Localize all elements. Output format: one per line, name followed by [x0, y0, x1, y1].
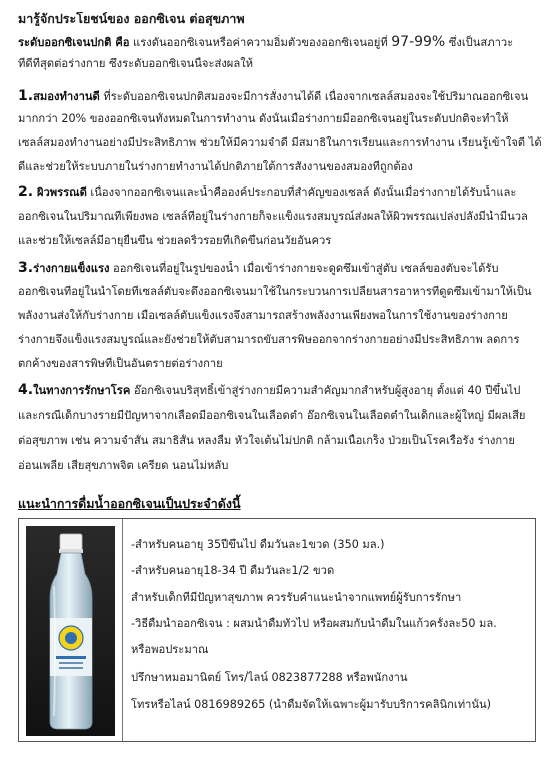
- section-2-heading: ผิวพรรณดี: [33, 186, 87, 199]
- section-2-text: เนื่องจากออกซิเจนและน้ำคือองค์ประกอบที่สำคัญของเซลล์ ดังนั้นเมื่อร่างกายได้รับน้ำและ: [86, 186, 517, 199]
- water-bottle-icon: [26, 526, 115, 736]
- section-3-line-2: ออกซิเจนที่อยู่ในน้ำโดยที่เซลล์ตับจะดึงออกซิเจนมาใช้ในกระบวนการเปลี่ยนสารอาหารที่ดูดซึมเข้ามาให้เป็น: [18, 285, 532, 298]
- section-3-line-4: ร่างกายจึงแข็งแรงสมบูรณ์และยังช่วยให้ตับสามารถขับสารพิษออกจากร่างกายอย่างมีประสิทธิภาพ ลดการ: [18, 333, 520, 346]
- page-title: มารู้จักประโยชน์ของ ออกซิเจน ต่อสุขภาพ: [18, 12, 245, 26]
- section-1-line-2: มากกว่า 20% ของออกซิเจนทั้งหมดในการทำงาน ดังนั้นเมื่อร่างกายมีออกซิเจนอยู่ในระดับปกติจะทำให้: [18, 112, 509, 125]
- recommend-line-1: -สำหรับคนอายุ 35ปีขึ้นไป ดื่มวันละ1ขวด (350 มล.): [131, 538, 385, 551]
- section-4-line-1: [18, 383, 543, 398]
- intro-text: แรงดันออกซิเจนหรือค่าความอิ่มตัวของออกซิเจนอยู่ที่: [129, 36, 392, 49]
- section-2-line-3: และช่วยให้เซลล์มีอายุยืนขึ้น ช่วยลดริ้วรอยที่เกิดขึ้นก่อนวัยอันควร: [18, 234, 332, 247]
- section-1-line-1: [18, 89, 543, 104]
- section-4-line-4: อ่อนเพลีย เสียสุขภาพจิต เครียด นอนไม่หลับ: [18, 459, 229, 472]
- intro-line-2: ที่ดีที่สุดต่อร่างกาย ซึ่งระดับออกซิเจนนี้จะส่งผลให้: [18, 57, 254, 70]
- section-2-line-1: [18, 185, 543, 200]
- recommend-line-6: ปรึกษาหมอมานิตย์ โทร/ไลน์ 0823877288 หรือพนักงาน: [131, 671, 408, 684]
- recommend-line-7: โทรหรือไลน์ 0816989265 (น้ำดื่มจัดให้เฉพาะผู้มารับบริการคลินิกเท่านั้น): [131, 698, 492, 711]
- section-3-number: 3.: [18, 261, 34, 276]
- section-1-number: 1.: [18, 89, 34, 104]
- section-4-line-2: และกรณีเด็กบางรายมีปัญหาจากเลือดมีออกซิเจนในเลือดต่ำ อ๊อกซิเจนในเลือดต่ำในเด็กและผู้ใหญ่ มีผลเสีย: [18, 409, 526, 422]
- section-4-text: อ๊อกซิเจนบริสุทธิ์เข้าสู่ร่างกายมีความสำคัญมากสำหรับผู้สูงอายุ ตั้งแต่ 40 ปีขึ้นไป: [130, 384, 521, 397]
- recommend-box: [18, 518, 536, 742]
- recommend-heading: แนะนำการดื่มน้ำออกซิเจนเป็นประจำดังนี้: [18, 496, 241, 511]
- section-4-line-3: ต่อสุขภาพ เช่น ความจำสั้น สมาธิสั้น หลงลืม หัวใจเต้นไม่ปกติ กล้ามเนื้อเกร็ง ป่วยเป็นโรคเรื้อรัง ร่างกาย: [18, 434, 515, 447]
- recommend-line-2: -สำหรับคนอายุ18-34 ปี ดื่มวันละ1/2 ขวด: [131, 564, 335, 577]
- section-2-number: 2.: [18, 185, 34, 200]
- section-4-number: 4.: [18, 383, 34, 398]
- section-3-line-1: [18, 261, 543, 276]
- section-1-line-4: ดีและช่วยให้ระบบภายในร่างกายทำงานได้ปกติภายใต้การสั่งงานของสมองที่ถูกต้อง: [18, 160, 413, 173]
- intro-lead: ระดับออกซิเจนปกติ คือ: [18, 36, 130, 49]
- section-1-line-3: เซลล์สมองทำงานอย่างมีประสิทธิภาพ ช่วยให้มีความจำดี มีสมาธิในการเรียนและการทำงาน เรียนรู้เข้าใจดี ได้: [18, 136, 542, 149]
- intro-line-1: [18, 35, 543, 50]
- intro-range: 97-99%: [391, 35, 446, 50]
- section-3-line-5: ตกค้างของสารพิษที่เป็นอันตรายต่อร่างกาย: [18, 357, 223, 370]
- box-divider: [122, 519, 123, 741]
- section-2-line-2: ออกซิเจนในปริมาณที่เพียงพอ เซลล์ที่อยู่ในร่างกายก็จะแข็งแรงสมบูรณ์ส่งผลให้ผิวพรรณเปล่งปลั่งมีน้ำมีนวล: [18, 210, 528, 223]
- section-3-heading: ร่างกายแข็งแรง: [33, 262, 110, 275]
- section-4-heading: ในทางการรักษาโรค: [33, 384, 131, 397]
- recommend-line-4: -วิธีดื่มน้ำออกซิเจน : ผสมน้ำดื่มทั่วไป หรือผสมกับน้ำดื่มในแก้วครั้งละ50 มล.: [131, 617, 497, 630]
- oxygen-bottle-photo: [26, 526, 115, 736]
- recommend-line-3: สำหรับเด็กที่มีปัญหาสุขภาพ ควรรับคำแนะนำจากแพทย์ผู้รับการรักษา: [131, 591, 462, 604]
- intro-after: ซึ่งเป็นสภาวะ: [445, 36, 514, 49]
- recommend-line-5: หรือพอประมาณ: [131, 643, 209, 656]
- section-3-text: ออกซิเจนที่อยู่ในรูปของน้ำ เมื่อเข้าร่างกายจะดูดซึมเข้าสู่ตับ เซลล์ของตับจะได้รับ: [109, 262, 499, 275]
- section-1-text: ที่ระดับออกซิเจนปกติสมองจะมีการสั่งงานได้ดี เนื่องจากเซลล์สมองจะใช้ปริมาณออกซิเจน: [99, 90, 529, 103]
- section-3-line-3: พลังงานส่งให้กับร่างกาย เมื่อเซลล์ตับแข็งแรงจึงสามารถสร้างพลังงานเพียงพอในการใช้งานของร่างกาย: [18, 309, 508, 322]
- section-1-heading: สมองทำงานดี: [33, 90, 100, 103]
